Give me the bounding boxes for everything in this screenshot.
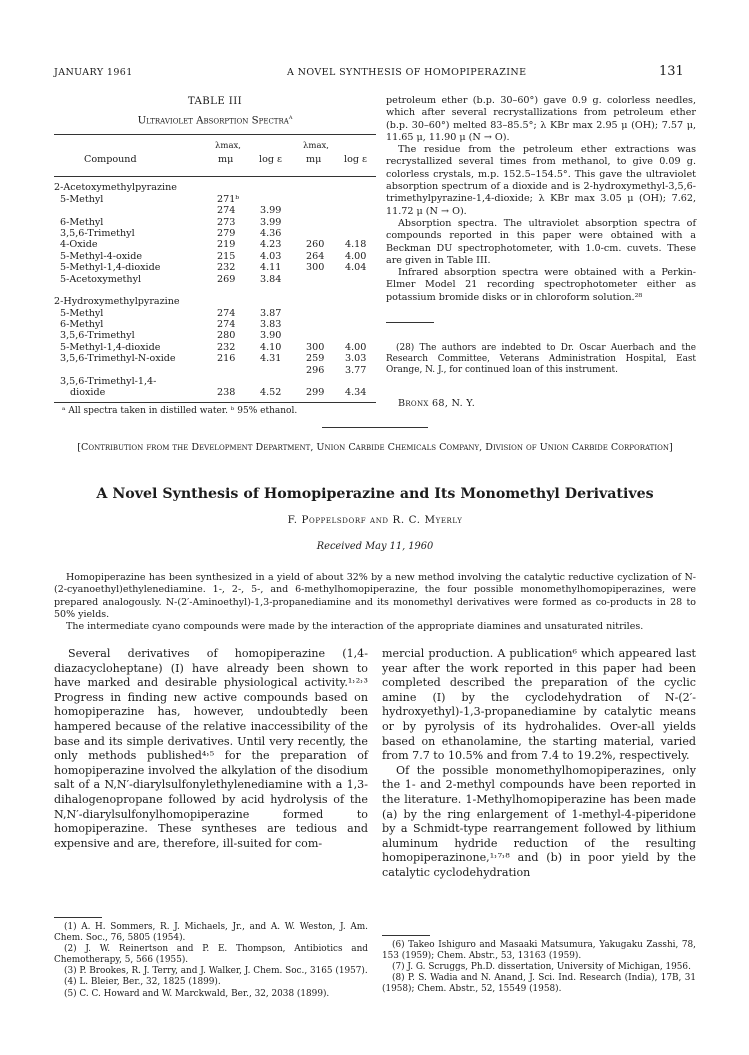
paragraph: Absorption spectra. The ultraviolet absorption spectra of compounds reported in this paper were obtained with a Beckman DU spectrophotometer, with 1.0-cm. cuvets. These are given in Table III. bbox=[386, 217, 696, 266]
body-right-column bbox=[382, 647, 696, 881]
footnote-divider bbox=[386, 322, 434, 323]
cell-lambda-max-2: 264 bbox=[306, 250, 325, 262]
cell-lambda-max-1: 274 bbox=[217, 205, 236, 217]
table-row bbox=[54, 194, 376, 205]
footnote-28 bbox=[386, 343, 696, 376]
cell-lambda-max-2: 300 bbox=[306, 262, 325, 274]
cell-log-e-2: 4.18 bbox=[345, 239, 367, 251]
cell-lambda-max-1: 280 bbox=[217, 330, 236, 342]
running-header-date: JANUARY 1961 bbox=[54, 67, 133, 78]
cell-log-e-1: 4.11 bbox=[260, 262, 282, 274]
cell-compound: 5-Methyl bbox=[60, 193, 104, 205]
abstract-paragraph: The intermediate cyano compounds were made by the interaction of the appropriate diamines and unsaturated nitriles. bbox=[66, 621, 644, 633]
cell-log-e-2: 4.00 bbox=[345, 341, 367, 353]
table-iii bbox=[54, 95, 376, 417]
table-footnote: ᵃ All spectra taken in distilled water. ᵇ 95% ethanol. bbox=[62, 405, 298, 416]
paragraph: Infrared absorption spectra were obtained with a Perkin-Elmer Model 21 recording spectrophotometer either as potassium bromide disks or in chloroform solution.²⁸ bbox=[386, 267, 696, 303]
table-row bbox=[54, 387, 376, 398]
table-row bbox=[54, 274, 376, 285]
article-separator bbox=[322, 427, 428, 428]
cell-log-e-1: 3.99 bbox=[260, 216, 282, 228]
paragraph: petroleum ether (b.p. 30–60°) gave 0.9 g. colorless needles, which after several recrystallizations from petroleum ether (b.p. 30–60°) melted 83–85.5°; λ KBr max 2.95 μ (OH); 7.57 μ, 11.65 μ, 11.90 μ (N → O). bbox=[386, 95, 696, 143]
cell-log-e-1: 3.83 bbox=[260, 319, 282, 331]
footnote-text: (28) The authors are indebted to Dr. Oscar Auerbach and the Research Committee, Veterans Administration Hospital, East Orange, N. J., for continued loan of this instrument. bbox=[386, 343, 696, 376]
cell-compound: 6-Methyl bbox=[60, 319, 104, 331]
right-column-top bbox=[386, 95, 696, 304]
cell-compound: 3,5,6-Trimethyl bbox=[60, 227, 135, 239]
footnote: (7) J. G. Scruggs, Ph.D. dissertation, University of Michigan, 1956. bbox=[392, 962, 691, 973]
cell-log-e-1: 3.99 bbox=[260, 205, 282, 217]
location: Bronx 68, N. Y. bbox=[398, 398, 476, 409]
header-lmax1-top: λmax, bbox=[215, 141, 242, 152]
cell-lambda-max-1: 238 bbox=[217, 387, 236, 399]
header-compound: Compound bbox=[84, 154, 137, 166]
article-title: A Novel Synthesis of Homopiperazine and Its Monomethyl Derivatives bbox=[96, 486, 654, 502]
footnote: (1) A. H. Sommers, R. J. Michaels, Jr., and A. W. Weston, J. Am. Chem. Soc., 76, 5805 (1954). bbox=[54, 922, 368, 944]
cell-compound: 5-Methyl bbox=[60, 307, 104, 319]
cell-compound: 3,5,6-Trimethyl-1,4- bbox=[60, 376, 157, 388]
table-top-rule bbox=[54, 134, 376, 135]
abstract bbox=[54, 572, 696, 633]
header-lmax2-top: λmax, bbox=[303, 141, 330, 152]
footnote: (2) J. W. Reinertson and P. E. Thompson, Antibiotics and Chemotherapy, 5, 566 (1955). bbox=[54, 944, 368, 966]
cell-lambda-max-2: 296 bbox=[306, 364, 325, 376]
table-row bbox=[54, 182, 376, 193]
table-row bbox=[54, 285, 376, 296]
cell-log-e-1: 3.84 bbox=[260, 273, 282, 285]
cell-lambda-max-1: 215 bbox=[217, 250, 236, 262]
header-loge2: log ε bbox=[344, 154, 368, 166]
paragraph: The residue from the petroleum ether extractions was recrystallized several times from methanol, to give 0.09 g. colorless crystals, m.p. 152.5–154.5°. This gave the ultraviolet absorption spectrum of a dioxide and is 2-hydroxymethyl-3,5,6-trimethylpyrazine-1,4-dioxide; λ KBr max 3.05 μ (OH); 7.62, 11.72 μ (N → O). bbox=[386, 144, 696, 217]
footnote: (4) L. Bleier, Ber., 32, 1825 (1899). bbox=[64, 977, 221, 988]
table-title bbox=[54, 109, 376, 129]
table-row bbox=[54, 296, 376, 307]
body-left-column bbox=[54, 647, 368, 851]
cell-log-e-2: 3.03 bbox=[345, 353, 367, 365]
cell-lambda-max-1: 232 bbox=[217, 341, 236, 353]
abstract-paragraph: Homopiperazine has been synthesized in a yield of about 32% by a new method involving the catalytic reductive cyclization of N-(2-cyanoethyl)ethylenediamine. 1-, 2-, 5-, and 6-methylhomopiperazine, the four possible monomethylhomopiperazines, were prepared analogously. N-(2′-Aminoethyl)-1,3-propanediamine and its monomethyl derivatives were formed as co-products in 28 to 50% yields. bbox=[54, 572, 696, 620]
table-row bbox=[54, 228, 376, 239]
contribution-line: [Contribution from the Development Department, Union Carbide Chemicals Company, Division of Union Carbide Corporation] bbox=[77, 442, 673, 453]
running-header-title: A NOVEL SYNTHESIS OF HOMOPIPERAZINE bbox=[287, 67, 527, 78]
cell-lambda-max-1: 269 bbox=[217, 273, 236, 285]
footnotes-left bbox=[54, 922, 368, 1000]
header-loge1: log ε bbox=[259, 154, 283, 166]
cell-compound: 5-Methyl-1,4-dioxide bbox=[60, 262, 161, 274]
footnote: (6) Takeo Ishiguro and Masaaki Matsumura, Yakugaku Zasshi, 78, 153 (1959); Chem. Abstr., 53, 13163 (1959). bbox=[382, 940, 696, 962]
cell-lambda-max-1: 216 bbox=[217, 353, 236, 365]
cell-log-e-2: 4.34 bbox=[345, 387, 367, 399]
footnote: (3) P. Brookes, R. J. Terry, and J. Walker, J. Chem. Soc., 3165 (1957). bbox=[64, 966, 368, 977]
page-number: 131 bbox=[659, 64, 684, 79]
footnotes-right bbox=[382, 940, 696, 995]
cell-log-e-1: 4.31 bbox=[260, 353, 282, 365]
table-title-sup: a bbox=[288, 113, 293, 121]
cell-lambda-max-1: 232 bbox=[217, 262, 236, 274]
body-paragraph: mercial production. A publication⁶ which appeared last year after the work reported in this paper had been completed described the preparation of the cyclic amine (I) by the cyclodehydration of N-(2′-hydroxyethyl)-1,3-propanediamine by catalytic means or by pyrolysis of its hydrohalides. Over-all yields based on ethanolamine, the starting material, varied from 7.7 to 10.5% and from 7.4 to 19.2%, respectively. bbox=[382, 647, 696, 763]
cell-compound: 6-Methyl bbox=[60, 216, 104, 228]
table-row bbox=[54, 330, 376, 341]
table-row bbox=[54, 342, 376, 353]
cell-lambda-max-2: 299 bbox=[306, 387, 325, 399]
cell-compound: 5-Acetoxymethyl bbox=[60, 273, 142, 285]
cell-compound: 3,5,6-Trimethyl bbox=[60, 330, 135, 342]
table-label: TABLE III bbox=[187, 96, 243, 107]
table-title-text: Ultraviolet Absorption Spectra bbox=[137, 115, 289, 127]
cell-compound: 5-Methyl-1,4-dioxide bbox=[60, 341, 161, 353]
cell-log-e-1: 3.87 bbox=[260, 307, 282, 319]
cell-compound: 2-Acetoxymethylpyrazine bbox=[54, 182, 177, 194]
footnote: (8) P. S. Wadia and N. Anand, J. Sci. Ind. Research (India), 17B, 31 (1958); Chem. Abstr., 52, 15549 (1958). bbox=[382, 973, 696, 995]
table-row bbox=[54, 205, 376, 216]
table-row bbox=[54, 239, 376, 250]
table-row bbox=[54, 376, 376, 387]
body-paragraph: Several derivatives of homopiperazine (1,4-diazacycloheptane) (I) have already been shown to have marked and desirable physiological activity.¹˒²˒³ Progress in finding new active compounds based on homopiperazine has, however, undoubtedly been hampered because of the relative inaccessibility of the base and its simple derivatives. Until very recently, the only methods published⁴˒⁵ for the preparation of homopiperazine involved the alkylation of the disodium salt of a N,N′-diarylsulfonylethylenediamine with a 1,3-dihalogenopropane followed by acid hydrolysis of the N,N′-diarylsulfonylhomopiperazine formed to homopiperazine. These syntheses are tedious and expensive and are, therefore, ill-suited for com- bbox=[54, 647, 368, 850]
header-lmax2-unit: mμ bbox=[306, 154, 322, 166]
table-header bbox=[54, 141, 376, 179]
cell-lambda-max-2: 300 bbox=[306, 341, 325, 353]
cell-compound: dioxide bbox=[70, 387, 106, 399]
cell-lambda-max-1: 274 bbox=[217, 307, 236, 319]
cell-lambda-max-1: 271ᵇ bbox=[217, 193, 240, 205]
table-row bbox=[54, 365, 376, 376]
cell-log-e-1: 4.10 bbox=[260, 341, 282, 353]
table-bottom-rule bbox=[54, 402, 376, 403]
footnote-divider-left bbox=[54, 917, 102, 918]
footnote: (5) C. C. Howard and W. Marckwald, Ber., 32, 2038 (1899). bbox=[64, 988, 330, 999]
received-date: Received May 11, 1960 bbox=[316, 541, 434, 552]
table-row bbox=[54, 308, 376, 319]
cell-lambda-max-1: 219 bbox=[217, 239, 236, 251]
cell-compound: 4-Oxide bbox=[60, 239, 98, 251]
table-row bbox=[54, 262, 376, 273]
article-authors: F. Poppelsdorf and R. C. Myerly bbox=[287, 514, 463, 526]
table-row bbox=[54, 251, 376, 262]
cell-log-e-1: 4.36 bbox=[260, 227, 282, 239]
table-row bbox=[54, 353, 376, 364]
table-row bbox=[54, 217, 376, 228]
cell-log-e-1: 4.03 bbox=[260, 250, 282, 262]
cell-compound: 3,5,6-Trimethyl-N-oxide bbox=[60, 353, 176, 365]
table-body bbox=[54, 182, 376, 398]
cell-compound: 5-Methyl-4-oxide bbox=[60, 250, 143, 262]
cell-lambda-max-2: 259 bbox=[306, 353, 325, 365]
cell-lambda-max-1: 279 bbox=[217, 227, 236, 239]
cell-lambda-max-1: 273 bbox=[217, 216, 236, 228]
cell-lambda-max-2: 260 bbox=[306, 239, 325, 251]
table-row bbox=[54, 319, 376, 330]
cell-log-e-2: 4.00 bbox=[345, 250, 367, 262]
cell-log-e-1: 4.23 bbox=[260, 239, 282, 251]
footnote-divider-right bbox=[382, 935, 430, 936]
cell-log-e-2: 3.77 bbox=[345, 364, 367, 376]
cell-log-e-1: 3.90 bbox=[260, 330, 282, 342]
header-lmax1-unit: mμ bbox=[218, 154, 234, 166]
cell-log-e-2: 4.04 bbox=[345, 262, 367, 274]
body-paragraph: Of the possible monomethylhomopiperazines, only the 1- and 2-methyl compounds have been reported in the literature. 1-Methylhomopiperazine has been made (a) by the ring enlargement of 1-methyl-4-piperidone by a Schmidt-type rearrangement followed by lithium aluminum hydride reduction of the resulting homopiperazinone,¹˒⁷˒⁸ and (b) in poor yield by the catalytic cyclodehydration bbox=[382, 763, 696, 879]
table-header-rule bbox=[54, 176, 376, 177]
cell-lambda-max-1: 274 bbox=[217, 319, 236, 331]
cell-log-e-1: 4.52 bbox=[260, 387, 282, 399]
cell-compound: 2-Hydroxymethylpyrazine bbox=[54, 296, 180, 308]
